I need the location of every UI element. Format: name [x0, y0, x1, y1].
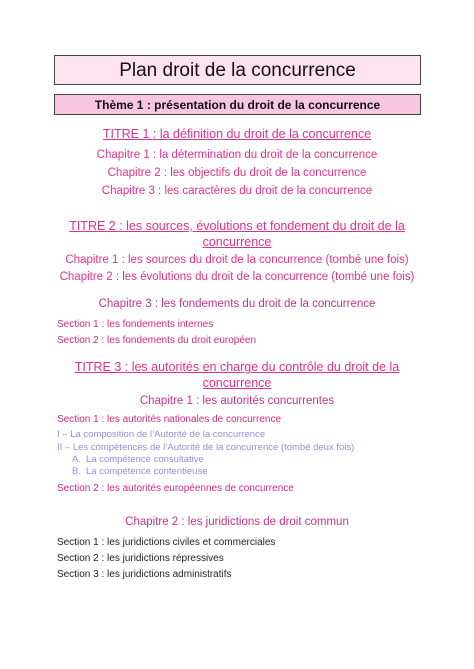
t2-chapitre-2: Chapitre 2 : les évolutions du droit de la concurrence (tombé une fois): [59, 271, 415, 283]
t3-chapitre-1: Chapitre 1 : les autorités concurrentes: [139, 395, 335, 407]
titre-3-heading-line2: concurrence: [202, 376, 272, 390]
document-title: Plan droit de la concurrence: [54, 55, 421, 85]
t2-chapitre-3: Chapitre 3 : les fondements du droit de la concurrence: [98, 298, 376, 310]
t2-section-1: Section 1 : les fondements internes: [57, 319, 214, 330]
t3-section-2: Section 2 : les autorités européennes de concurrence: [57, 483, 294, 494]
titre-2-heading-line2: concurrence: [202, 235, 272, 249]
t3-chapitre-2: Chapitre 2 : les juridictions de droit commun: [125, 516, 349, 528]
t3-subsub-a-text: La compétence consultative: [86, 454, 204, 465]
t1-chapitre-3: Chapitre 3 : les caractères du droit de la concurrence: [101, 185, 373, 197]
t2-section-2: Section 2 : les fondements du droit européen: [57, 335, 257, 346]
t3-subsection-2: II – Les compétences de l’Autorité de la concurrence (tombé deux fois): [57, 442, 355, 453]
t3-subsub-b-text: La compétence contentieuse: [86, 466, 208, 477]
t3-subsub-b-letter: B.: [72, 466, 81, 477]
t1-chapitre-2: Chapitre 2 : les objectifs du droit de la concurrence: [107, 167, 367, 179]
theme-heading: Thème 1 : présentation du droit de la concurrence: [54, 94, 421, 115]
t1-chapitre-1: Chapitre 1 : la détermination du droit de la concurrence: [96, 149, 378, 161]
t3-subsection-1: I – La composition de l’Autorité de la concurrence: [57, 429, 266, 440]
t3-c2-section-2: Section 2 : les juridictions répressives: [57, 553, 224, 564]
titre-1-heading: TITRE 1 : la définition du droit de la concurrence: [102, 127, 372, 141]
titre-2-heading-line1: TITRE 2 : les sources, évolutions et fondement du droit de la: [69, 219, 405, 233]
t3-c2-section-3: Section 3 : les juridictions administratifs: [57, 569, 232, 580]
t2-chapitre-1: Chapitre 1 : les sources du droit de la concurrence (tombé une fois): [65, 254, 409, 266]
t3-section-1: Section 1 : les autorités nationales de concurrence: [57, 414, 282, 425]
t3-c2-section-1: Section 1 : les juridictions civiles et commerciales: [57, 537, 276, 548]
titre-3-heading-line1: TITRE 3 : les autorités en charge du contrôle du droit de la: [74, 360, 400, 374]
t3-subsub-a-letter: A.: [72, 454, 81, 465]
